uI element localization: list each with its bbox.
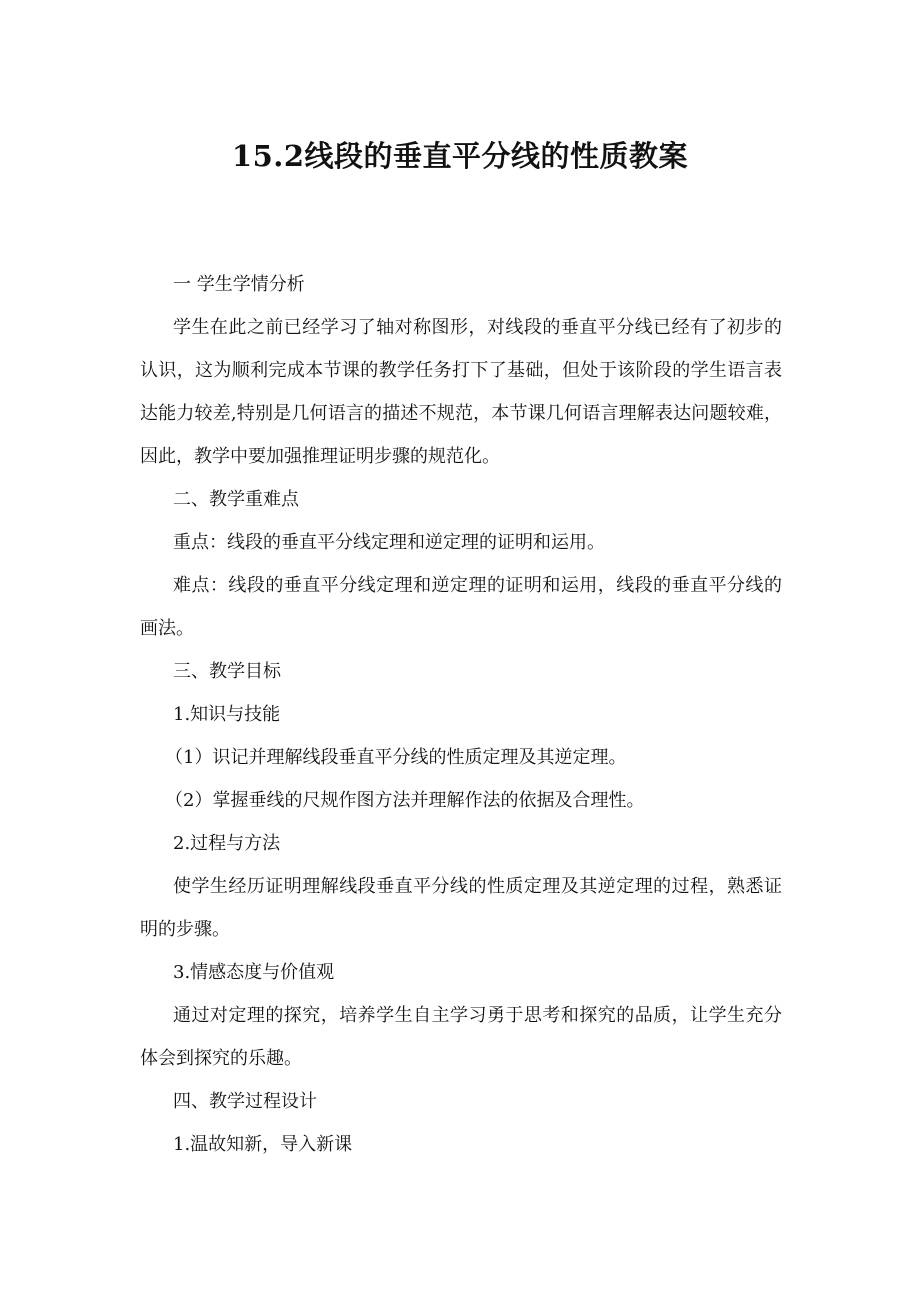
objective-knowledge-heading: 1.知识与技能: [173, 704, 281, 725]
objective-attitude-paragraph: 通过对定理的探究，培养学生自主学习勇于思考和探究的品质，让学生充分体会到探究的乐趣。: [140, 1005, 782, 1069]
section-heading-objectives: 三、教学目标: [173, 661, 281, 682]
process-step-1-heading: 1.温故知新，导入新课: [173, 1134, 353, 1155]
objective-attitude-heading: 3.情感态度与价值观: [173, 962, 335, 983]
objective-process-paragraph: 使学生经历证明理解线段垂直平分线的性质定理及其逆定理的过程，熟悉证明的步骤。: [140, 876, 782, 940]
difficult-point-paragraph: 难点：线段的垂直平分线定理和逆定理的证明和运用，线段的垂直平分线的画法。: [140, 575, 782, 639]
objective-process-heading: 2.过程与方法: [173, 833, 281, 854]
section-heading-student-analysis: 一 学生学情分析: [173, 274, 305, 295]
objective-knowledge-item-2: （2）掌握垂线的尺规作图方法并理解作法的依据及合理性。: [165, 790, 645, 811]
section-heading-key-points: 二、教学重难点: [173, 489, 299, 510]
student-analysis-paragraph: 学生在此之前已经学习了轴对称图形，对线段的垂直平分线已经有了初步的认识，这为顺利完成本节课的教学任务打下了基础，但处于该阶段的学生语言表达能力较差,特别是几何语言的描述不规范，本节课几何语言理解表达问题较难，因此，教学中要加强推理证明步骤的规范化。: [140, 317, 782, 467]
objective-knowledge-item-1: （1）识记并理解线段垂直平分线的性质定理及其逆定理。: [165, 747, 627, 768]
key-point-text: 重点：线段的垂直平分线定理和逆定理的证明和运用。: [173, 532, 605, 553]
document-title: 15.2线段的垂直平分线的性质教案: [231, 139, 689, 173]
section-heading-process-design: 四、教学过程设计: [173, 1091, 317, 1112]
